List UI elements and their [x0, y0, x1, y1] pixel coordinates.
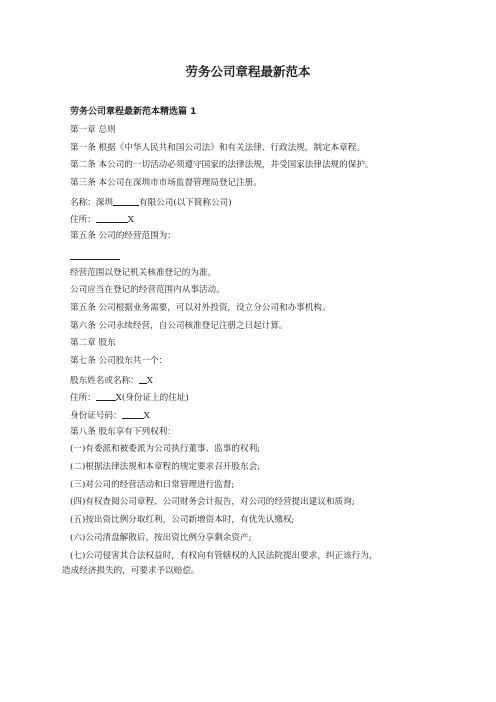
- right-6: (六)公司清盘解散后，按出资比例分享剩余资产;: [70, 532, 252, 543]
- right-7: (七)公司侵害其合法权益时，有权向有管辖权的人民法院提出要求，纠正该行为，: [70, 550, 378, 561]
- article-5-investment: 第五条 公司根据业务需要，可以对外投资，设立分公司和办事机构。: [70, 302, 331, 313]
- right-5: (五)按出资比例分取红利，公司新增资本时，有优先认缴权;: [70, 515, 295, 526]
- article-1: 第一条 根据《中华人民共和国公司法》和有关法律、行政法规，制定本章程。: [70, 142, 365, 153]
- id-number-line: [70, 409, 430, 419]
- blank-underline: [139, 374, 147, 384]
- document-body: [62, 125, 430, 583]
- company-name-label: 名称：深圳: [70, 197, 113, 208]
- shareholder-address-value: X(身份证上的住址): [115, 393, 189, 404]
- shareholder-name-line: [70, 374, 430, 384]
- address-value: X: [127, 215, 134, 226]
- article-3: 第三条 本公司在深圳市市场监督管理局登记注册。: [70, 178, 262, 189]
- shareholder-name-value: X: [146, 375, 153, 386]
- chapter-heading-2: 第二章 股东: [70, 338, 116, 349]
- section-heading: 劳务公司章程最新范本精选篇 1: [70, 107, 197, 117]
- article-2: 第二条 本公司的一切活动必须遵守国家的法律法规，并受国家法律法规的保护。: [70, 160, 374, 171]
- chapter-heading: 第一章 总则: [70, 125, 116, 135]
- article-8: 第八条 股东享有下列权利：: [70, 426, 176, 437]
- scope-note-2: 公司应当在登记的经营范围内从事活动。: [70, 285, 225, 296]
- company-name-line: [70, 196, 430, 206]
- blank-underline: [113, 196, 139, 206]
- id-number-value: X: [143, 411, 150, 421]
- address-line: [70, 213, 430, 226]
- right-2: (二)根据法律法规和本章程的规定要求召开股东会;: [70, 462, 261, 473]
- right-3: (三)对公司的经营活动和日常管理进行监督;: [70, 479, 235, 490]
- company-name-suffix: 有限公司(以下简称公司): [138, 197, 232, 208]
- blank-rule: [70, 249, 120, 260]
- blank-underline: [122, 409, 144, 419]
- blank-underline: [96, 391, 116, 401]
- article-5-scope: 第五条 公司的经营范围为：: [70, 231, 176, 242]
- shareholder-address-label: 住所：: [70, 393, 96, 404]
- shareholder-address-line: [70, 391, 430, 404]
- right-7-continued: 造成经济损失的，可要求予以赔偿。: [62, 565, 200, 576]
- shareholder-name-label: 股东姓名或名称：: [70, 375, 139, 386]
- right-1: (一)有委派和被委派为公司执行董事、监事的权利;: [70, 444, 261, 455]
- right-4: (四)有权查阅公司章程、公司财务会计报告，对公司的经营提出建议和质询;: [70, 497, 355, 508]
- scope-note: 经营范围以登记机关核准登记的为准。: [70, 267, 217, 278]
- id-number-label: 身份证号码：: [70, 411, 122, 421]
- article-6: 第六条 公司永续经营，自公司核准登记注册之日起计算。: [70, 320, 288, 331]
- article-7: 第七条 公司股东共一个：: [70, 355, 168, 366]
- address-label: 住所：: [70, 215, 96, 226]
- document-title: 劳务公司章程最新范本: [185, 64, 311, 79]
- blank-underline: [96, 213, 128, 223]
